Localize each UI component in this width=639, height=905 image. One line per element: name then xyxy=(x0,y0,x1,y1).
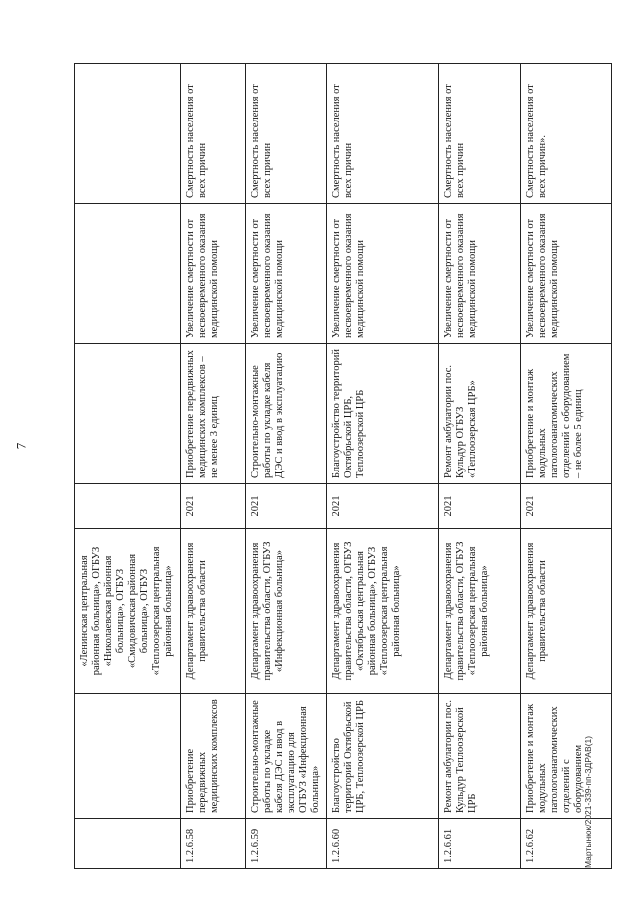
cell-num: 1.2.6.61 xyxy=(438,819,520,869)
cell-consequence xyxy=(75,204,181,344)
cell-result: Приобретение передвижных медицинских комплексов – не менее 3 единиц xyxy=(180,344,245,484)
cell-num xyxy=(75,819,181,869)
cell-consequence: Увеличение смертности от несвоевременного оказания медицинской помощи xyxy=(438,204,520,344)
cell-result: Приобретение и монтаж модульных патологоанатомических отделений с оборудованием – не более 5 единиц xyxy=(520,344,611,484)
cell-name xyxy=(75,694,181,819)
cell-executor: «Ленинская центральная районная больница», ОГБУЗ «Николаевская районная больница», ОГБУЗ «Смидовичская районная больница», ОГБУЗ «Теплоозерская центральная районная больница» xyxy=(75,529,181,694)
cell-name: Приобретение передвижных медицинских комплексов xyxy=(180,694,245,819)
table-row xyxy=(180,64,245,869)
cell-indicator: Смертность населения от всех причин xyxy=(438,64,520,204)
cell-year: 2021 xyxy=(326,484,438,529)
cell-result: Строительно-монтажные работы по укладке кабеля ДЭС и ввод в эксплуатацию xyxy=(245,344,326,484)
cell-executor: Департамент здравоохранения правительства области, ОГБУЗ «Октябрьская центральная районная больница», ОГБУЗ «Теплоозерская центральная районная больница» xyxy=(326,529,438,694)
table-row-continuation xyxy=(75,64,181,869)
cell-executor: Департамент здравоохранения правительства области, ОГБУЗ «Теплоозерская центральная районная больница» xyxy=(438,529,520,694)
cell-num: 1.2.6.60 xyxy=(326,819,438,869)
cell-indicator: Смертность населения от всех причин xyxy=(245,64,326,204)
cell-year: 2021 xyxy=(438,484,520,529)
cell-indicator xyxy=(75,64,181,204)
document-footer: Мартынюк/2021-339-пп-ЗДРАВ(1) xyxy=(583,735,593,868)
cell-executor: Департамент здравоохранения правительства области xyxy=(180,529,245,694)
cell-consequence: Увеличение смертности от несвоевременного оказания медицинской помощи xyxy=(520,204,611,344)
table-row xyxy=(438,64,520,869)
cell-indicator: Смертность населения от всех причин xyxy=(180,64,245,204)
cell-year xyxy=(75,484,181,529)
cell-consequence: Увеличение смертности от несвоевременного оказания медицинской помощи xyxy=(180,204,245,344)
cell-consequence: Увеличение смертности от несвоевременного оказания медицинской помощи xyxy=(245,204,326,344)
cell-consequence: Увеличение смертности от несвоевременного оказания медицинской помощи xyxy=(326,204,438,344)
cell-name: Благоустройство территорий Октябрьской ЦРБ, Теплоозерской ЦРБ xyxy=(326,694,438,819)
measures-table xyxy=(74,63,612,869)
table-row xyxy=(520,64,611,869)
cell-executor: Департамент здравоохранения правительства области xyxy=(520,529,611,694)
cell-result: Ремонт амбулатории пос. Кульдур ОГБУЗ «Теплоозерская ЦРБ» xyxy=(438,344,520,484)
cell-year: 2021 xyxy=(245,484,326,529)
cell-executor: Департамент здравоохранения правительства области, ОГБУЗ «Инфекционная больница» xyxy=(245,529,326,694)
cell-name: Приобретение и монтаж модульных патологоанатомических отделений с оборудованием xyxy=(520,694,611,819)
cell-indicator: Смертность населения от всех причин xyxy=(326,64,438,204)
cell-year: 2021 xyxy=(180,484,245,529)
cell-result: Благоустройство территорий Октябрьской ЦРБ, Теплоозерской ЦРБ xyxy=(326,344,438,484)
table-row xyxy=(245,64,326,869)
cell-num: 1.2.6.62 xyxy=(520,819,611,869)
page-number: 7 xyxy=(13,442,29,450)
cell-year: 2021 xyxy=(520,484,611,529)
cell-name: Ремонт амбулатории пос. Кульдур Теплоозерской ЦРБ xyxy=(438,694,520,819)
cell-num: 1.2.6.59 xyxy=(245,819,326,869)
cell-indicator: Смертность населения от всех причин». xyxy=(520,64,611,204)
measures-table-container xyxy=(74,64,585,869)
table-row xyxy=(326,64,438,869)
cell-name: Строительно-монтажные работы по укладке кабеля ДЭС и ввод в эксплуатацию для ОГБУЗ «Инфекционная больница» xyxy=(245,694,326,819)
cell-result xyxy=(75,344,181,484)
cell-num: 1.2.6.58 xyxy=(180,819,245,869)
